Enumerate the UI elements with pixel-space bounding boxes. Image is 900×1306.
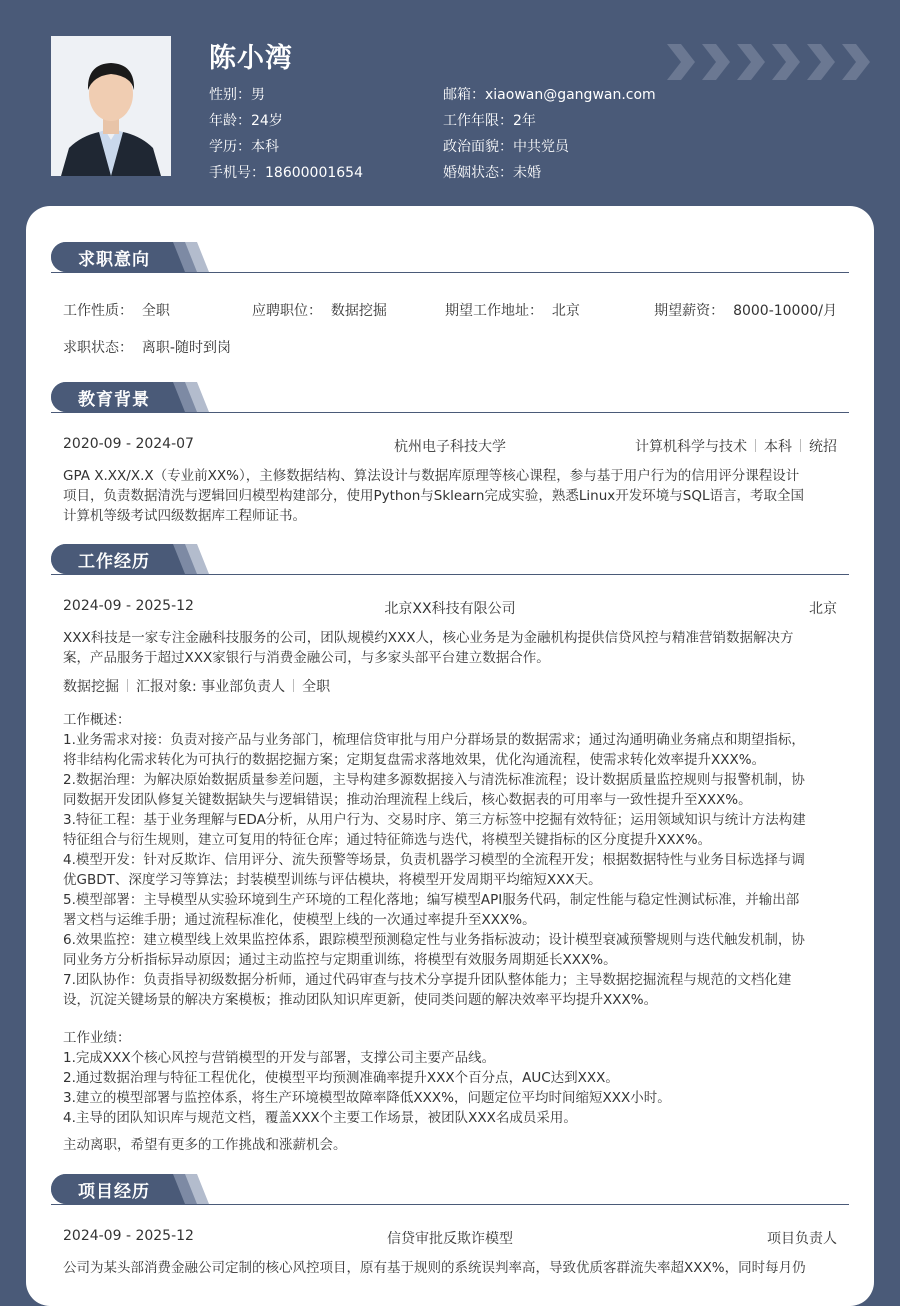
section-header-education xyxy=(51,382,849,414)
work-years: 工作年限：2年 xyxy=(443,113,536,129)
basic-info-left xyxy=(209,82,363,186)
candidate-name: 陈小湾 xyxy=(209,43,293,74)
project-role: 项目负责人 xyxy=(767,1231,837,1247)
job-position: 应聘职位： 数据挖掘 xyxy=(252,303,387,319)
marital-status: 婚姻状态：未婚 xyxy=(443,165,541,181)
job-location: 期望工作地址： 北京 xyxy=(445,303,580,319)
job-status: 求职状态： 离职-随时到岗 xyxy=(63,340,231,356)
project-description: 公司为某头部消费金融公司定制的核心风控项目，原有基于规则的系统误判率高，导致优质客群流失率超XXX%，同时每月仍 xyxy=(63,1260,806,1276)
edu-period: 2020-09 - 2024-07 xyxy=(63,436,194,452)
section-title: 项目经历 xyxy=(78,1182,150,1202)
section-divider xyxy=(51,1204,849,1205)
resume-card xyxy=(26,206,874,1306)
work-company: 北京XX科技有限公司 xyxy=(384,601,516,617)
education-row xyxy=(63,436,837,455)
work-row xyxy=(63,598,837,617)
edu-meta: 计算机科学与技术 本科 统招 xyxy=(635,439,837,455)
section-header-intention xyxy=(51,242,849,274)
avatar-photo xyxy=(51,36,171,176)
section-header-project xyxy=(51,1174,849,1206)
work-overview: 工作概述： 1.业务需求对接：负责对接产品与业务部门，梳理信贷审批与用户分群场景的数据需求；通过沟通明确业务痛点和期望指标， 将非结构化需求转化为可执行的数据挖掘方案；定期复盘需求落地效果，优化沟通流程，使需求转化效率提升XXX%。 2.数据治理：为解决原始数据质量参差问题，主导构建多源数据接入与清洗标准流程；设计数据质量监控规则与报警机制，协 同数据开发团队修复关键数据缺失与逻辑错误；推动治理流程上线后，核心数据表的可用率与一致性提升至XXX%。 3.特征工程：基于业务理解与EDA分析，从用户行为、交易时序、第三方标签中挖掘有效特征；运用领域知识与统计方法构建 特征组合与衍生规则，建立可复用的特征仓库；通过特征筛选与迭代，将模型关键指标的区分度提升XXX%。 4.模型开发：针对反欺诈、信用评分、流失预警等场景，负责机器学习模型的全流程开发；根据数据特性与业务目标选择与调 优GBDT、深度学习等算法；封装模型训练与评估模块，将模型开发周期平均缩短XXX天。 5.模型部署：主导模型从实验环境到生产环境的工程化落地；编写模型API服务代码，制定性能与稳定性测试标准，并输出部 署文档与运维手册；通过流程标准化，使模型上线的一次通过率提升至XXX%。 6.效果监控：建立模型线上效果监控体系，跟踪模型预测稳定性与业务指标波动；设计模型衰减预警规则与迭代触发机制，协 同业务方分析指标异动原因；通过主动监控与定期重训练，将模型有效服务周期延长XXX%。 7.团队协作：负责指导初级数据分析师，通过代码审查与技术分享提升团队整体能力；主导数据挖掘流程与规范的文档化建 设，沉淀关键场景的解决方案模板；推动团队知识库更新，使同类问题的解决效率平均提升XXX%。 xyxy=(63,712,806,1008)
age: 年龄：24岁 xyxy=(209,113,283,129)
job-type: 工作性质： 全职 xyxy=(63,303,170,319)
project-name: 信贷审批反欺诈模型 xyxy=(387,1231,513,1247)
edu-school: 杭州电子科技大学 xyxy=(394,439,506,455)
work-city: 北京 xyxy=(809,601,837,617)
section-header-work xyxy=(51,544,849,576)
leave-reason: 主动离职，希望有更多的工作挑战和涨薪机会。 xyxy=(63,1137,347,1153)
political-status: 政治面貌：中共党员 xyxy=(443,139,569,155)
education-level: 学历：本科 xyxy=(209,139,279,155)
project-period: 2024-09 - 2025-12 xyxy=(63,1228,194,1244)
resume-header xyxy=(0,0,900,220)
section-divider xyxy=(51,412,849,413)
work-achievements: 工作业绩： 1.完成XXX个核心风控与营销模型的开发与部署，支撑公司主要产品线。 2.通过数据治理与特征工程优化，使模型平均预测准确率提升XXX个百分点，AUC达到XXX。 3.建立的模型部署与监控体系，将生产环境模型故障率降低XXX%，问题定位平均时间缩短XXX小时。 4.主导的团队知识库与规范文档，覆盖XXX个主要工作场景，被团队XXX名成员采用。 xyxy=(63,1030,671,1126)
phone: 手机号：18600001654 xyxy=(209,165,363,181)
email: 邮箱：xiaowan@gangwan.com xyxy=(443,87,656,103)
section-title: 求职意向 xyxy=(78,250,150,270)
section-title: 工作经历 xyxy=(78,552,150,572)
work-period: 2024-09 - 2025-12 xyxy=(63,598,194,614)
basic-info-right xyxy=(443,82,656,186)
work-tags: 数据挖掘 汇报对象: 事业部负责人 全职 xyxy=(63,679,331,695)
section-divider xyxy=(51,272,849,273)
section-title: 教育背景 xyxy=(78,390,150,410)
section-divider xyxy=(51,574,849,575)
job-salary: 期望薪资： 8000-10000/月 xyxy=(654,303,837,319)
company-intro: XXX科技是一家专注金融科技服务的公司，团队规模约XXX人，核心业务是为金融机构提供信贷风控与精准营销数据解决方 案，产品服务于超过XXX家银行与消费金融公司，与多家头部平台建立数据合作。 xyxy=(63,630,794,666)
chevron-decoration-icon xyxy=(665,40,870,84)
education-description: GPA X.XX/X.X（专业前XX%），主修数据结构、算法设计与数据库原理等核心课程，参与基于用户行为的信用评分课程设计 项目，负责数据清洗与逻辑回归模型构建部分，使用Python与Sklearn完成实验，熟悉Linux开发环境与SQL语言，考取全国 计算机等级考试四级数据库工程师证书。 xyxy=(63,468,804,524)
project-row xyxy=(63,1228,837,1247)
gender: 性别：男 xyxy=(209,87,265,103)
